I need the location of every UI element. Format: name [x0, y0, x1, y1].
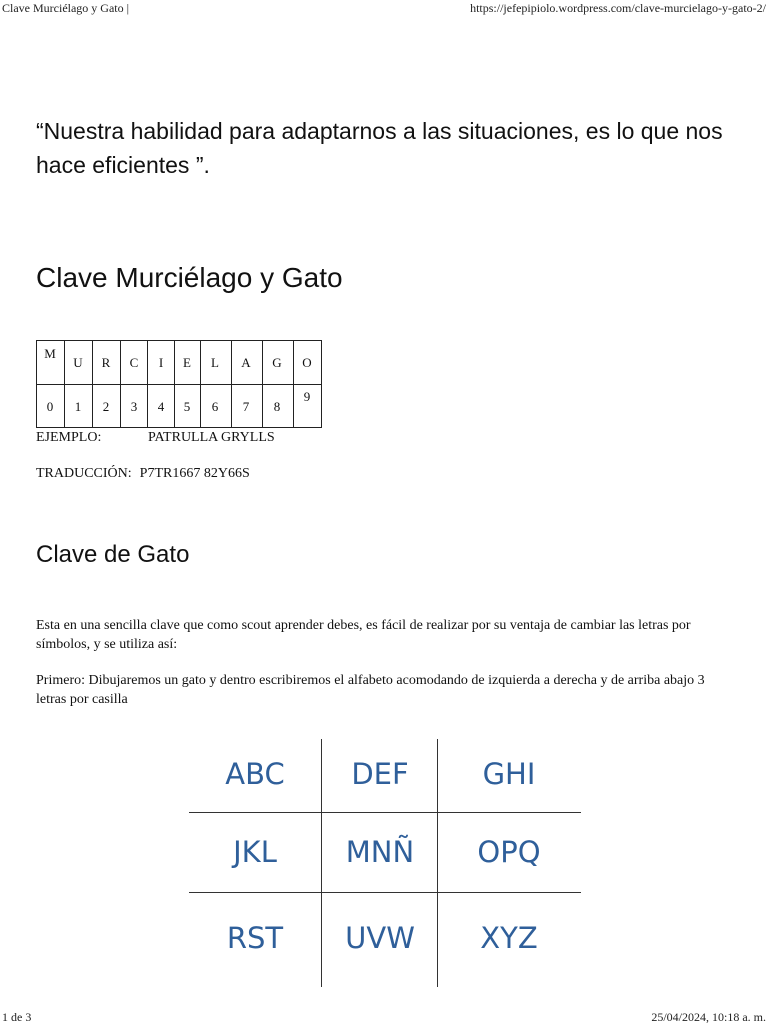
cipher-digit: 8 — [273, 399, 281, 414]
cipher-digit: 1 — [74, 399, 82, 414]
pigpen-grid — [189, 739, 581, 987]
paragraph-step-one: Primero: Dibujaremos un gato y dentro escribiremos el alfabeto acomodando de izquierda a derecha y de arriba abajo 3 letras por casilla — [36, 673, 705, 707]
example-value: PATRULLA GRYLLS — [148, 430, 275, 445]
pigpen-cell: DEF — [351, 757, 409, 791]
print-header — [0, 1, 768, 17]
example-label: EJEMPLO: — [36, 430, 102, 445]
cipher-digit: 4 — [157, 399, 165, 414]
pigpen-cell: MNÑ — [345, 835, 415, 869]
print-datetime: 25/04/2024, 10:18 a. m. — [651, 1010, 766, 1024]
cipher-digit: 9 — [303, 389, 311, 404]
pigpen-cell: GHI — [482, 757, 536, 791]
page-title: Clave Murciélago y Gato — [36, 262, 343, 293]
cipher-digit: 6 — [211, 399, 219, 414]
table-border-middle — [36, 384, 322, 385]
cipher-letter: R — [101, 355, 111, 370]
pigpen-cell: OPQ — [477, 835, 541, 869]
cipher-digit: 0 — [46, 399, 54, 414]
translation-label: TRADUCCIÓN: — [36, 466, 132, 481]
pigpen-cell: ABC — [225, 757, 285, 791]
pigpen-cell: UVW — [345, 921, 415, 955]
cipher-letter: M — [44, 346, 56, 361]
cipher-digit: 2 — [102, 399, 110, 414]
grid-line-horizontal — [189, 892, 581, 893]
cipher-letter: A — [241, 355, 251, 370]
grid-line-horizontal — [189, 812, 581, 813]
page-number: 1 de 3 — [2, 1010, 32, 1024]
cipher-digit: 7 — [242, 399, 250, 414]
paragraph-intro: Esta en una sencilla clave que como scout aprender debes, es fácil de realizar por su ventaja de cambiar las letras por símbolos, y se utiliza así: — [36, 618, 691, 652]
table-col-line — [200, 340, 201, 428]
table-border-top — [36, 340, 322, 341]
cipher-letter: C — [129, 355, 139, 370]
cipher-letter: I — [158, 355, 164, 370]
table-col-line — [293, 340, 294, 428]
table-col-line — [321, 340, 322, 428]
cipher-letter: G — [272, 355, 282, 370]
pigpen-cell: RST — [226, 921, 284, 955]
cipher-letter: U — [73, 355, 83, 370]
translation-line — [36, 466, 250, 482]
pigpen-cell: JKL — [233, 835, 277, 869]
murcielago-cipher-table — [36, 340, 322, 428]
table-border-bottom — [36, 427, 322, 428]
cipher-digit: 3 — [130, 399, 138, 414]
cipher-digit: 5 — [183, 399, 191, 414]
cipher-letter: O — [302, 355, 312, 370]
table-col-line — [231, 340, 232, 428]
translation-value: P7TR1667 82Y66S — [139, 466, 250, 481]
cipher-letter: E — [183, 355, 191, 370]
cipher-letter: L — [211, 355, 219, 370]
print-header-url[interactable]: https://jefepipiolo.wordpress.com/clave-murcielago-y-gato-2/ — [470, 1, 766, 15]
pigpen-cell: XYZ — [480, 921, 538, 955]
print-header-title: Clave Murciélago y Gato | — [2, 1, 130, 15]
quote-text: “Nuestra habilidad para adaptarnos a las situaciones, es lo que nos hace eficientes ”. — [36, 118, 723, 178]
table-col-line — [262, 340, 263, 428]
section-title-gato: Clave de Gato — [36, 541, 190, 568]
